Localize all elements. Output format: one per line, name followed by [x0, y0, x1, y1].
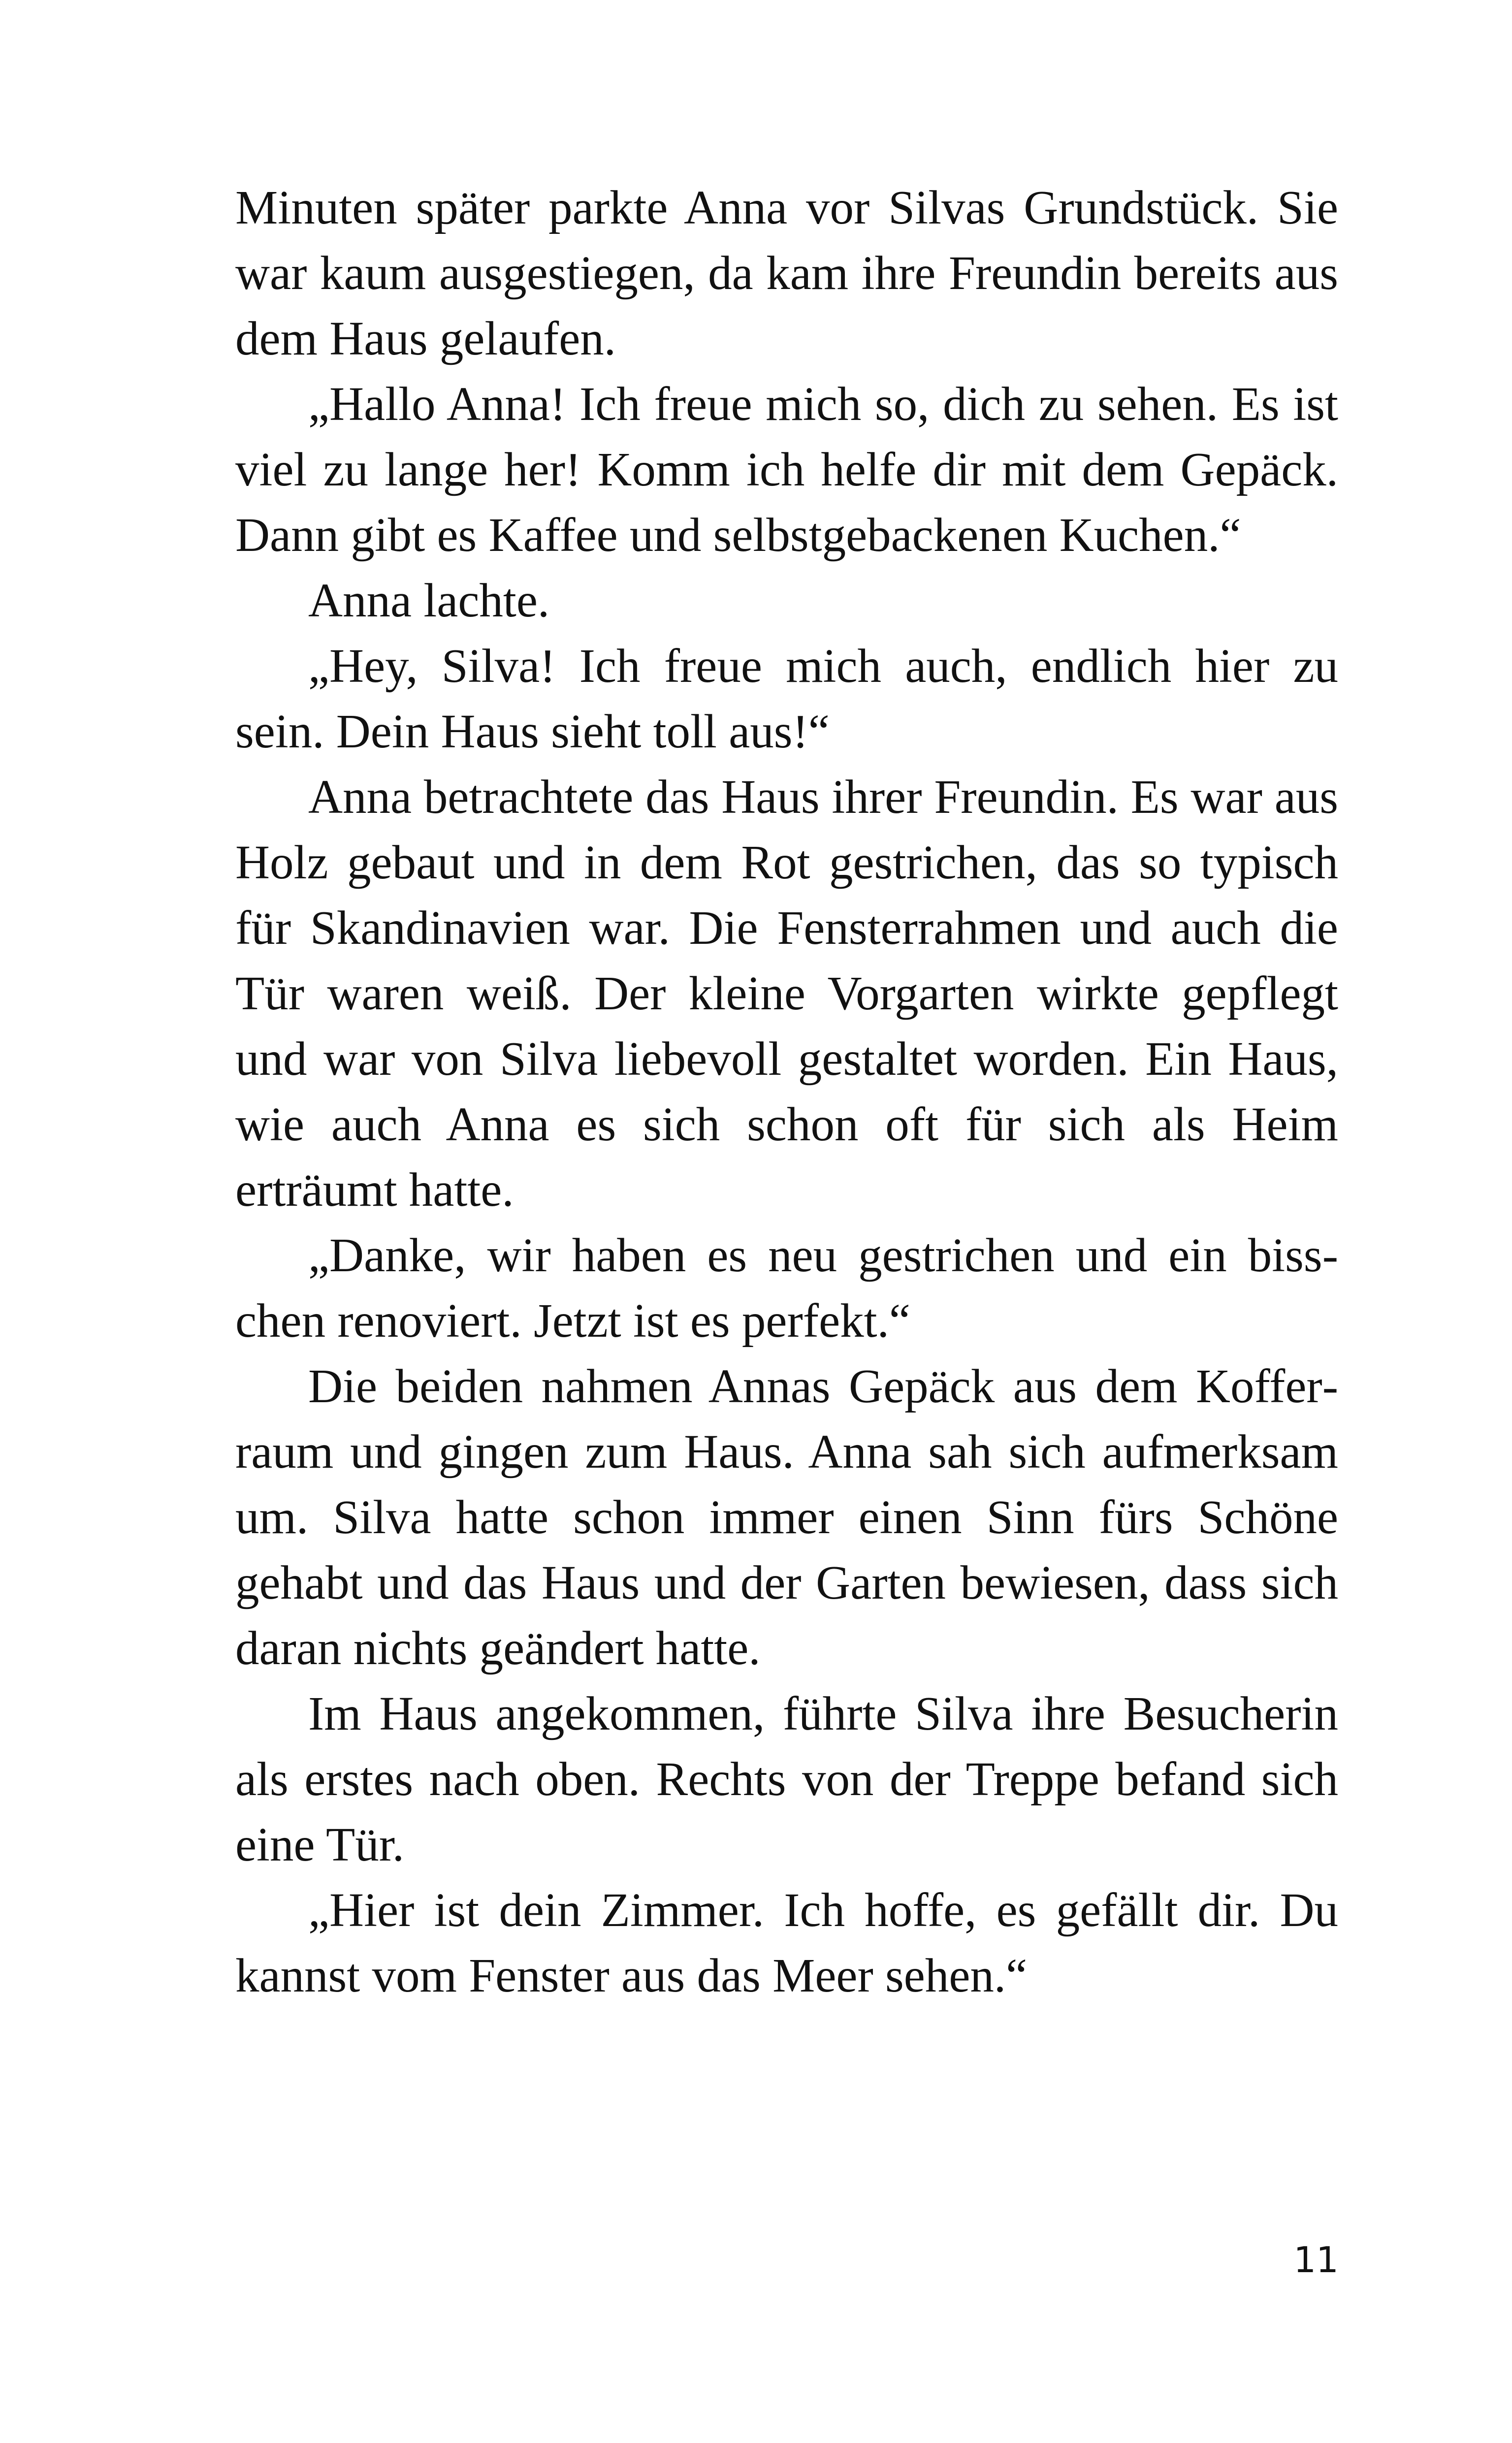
page-number: 11	[1293, 2239, 1339, 2281]
paragraph: Die beiden nahmen Annas Gepäck aus dem Kofferraum und gingen zum Haus. Anna sah sich aufmerksam um. Silva hatte schon immer einen Sinn fürs Schöne gehabt und das Haus und der Garten bewiesen, dass sich daran nichts geändert hatte.	[235, 1360, 1338, 1674]
paragraph: Anna lachte.	[308, 574, 550, 627]
paragraph: Anna betrachtete das Haus ihrer Freundin. Es war aus Holz gebaut und in dem Rot gestrichen, das so typisch für Skandinavien war. Die Fensterrahmen und auch die Tür waren weiß. Der kleine Vorgarten wirkte gepflegt und war von Silva liebevoll gestaltet worden. Ein Haus, wie auch Anna es sich schon oft für sich als Heim erträumt hatte.	[235, 771, 1338, 1216]
body-text	[235, 175, 1338, 2008]
paragraph: „Hey, Silva! Ich freue mich auch, endlich hier zu sein. Dein Haus sieht toll aus!“	[235, 640, 1338, 758]
paragraph: Minuten später parkte Anna vor Silvas Grundstück. Sie war kaum ausgestiegen, da kam ihre Freundin bereits aus dem Haus gelaufen.	[235, 181, 1338, 365]
paragraph: Im Haus angekommen, führte Silva ihre Besucherin als erstes nach oben. Rechts von der Treppe befand sich eine Tür.	[235, 1687, 1338, 1871]
paragraph: „Hallo Anna! Ich freue mich so, dich zu sehen. Es ist viel zu lange her! Komm ich helfe dir mit dem Gepäck. Dann gibt es Kaffee und selbstgebackenen Kuchen.“	[235, 378, 1338, 561]
paragraph: „Hier ist dein Zimmer. Ich hoffe, es gefällt dir. Du kannst vom Fenster aus das Meer sehen.“	[235, 1884, 1338, 2002]
paragraph: „Danke, wir haben es neu gestrichen und ein bisschen renoviert. Jetzt ist es perfekt.“	[235, 1229, 1338, 1347]
